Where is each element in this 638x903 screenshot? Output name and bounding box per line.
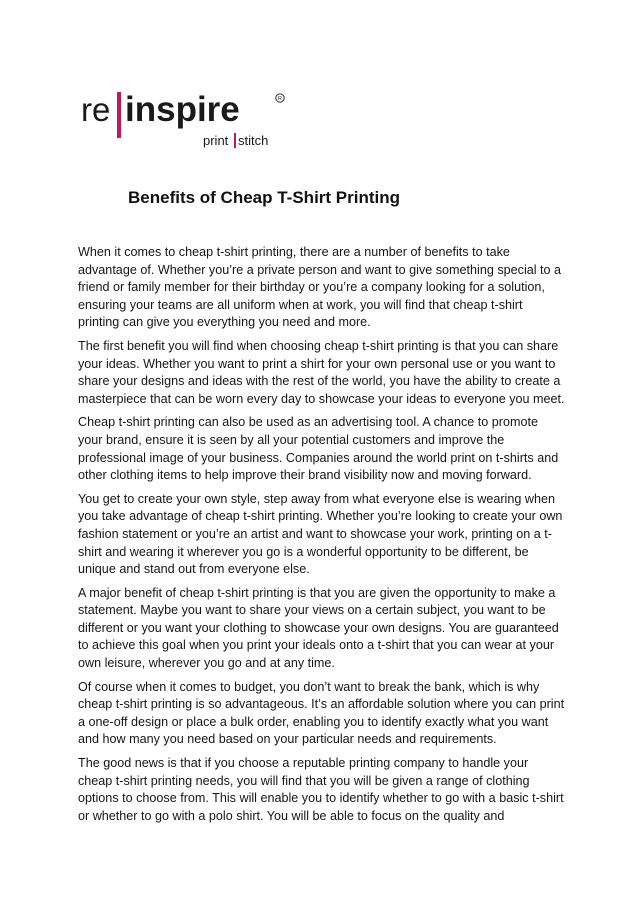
logo-divider-bar (117, 92, 121, 138)
logo-tagline-print: print (203, 133, 229, 148)
paragraph-good-news: The good news is that if you choose a reputable printing company to handle your cheap t-shirt printing needs, you will find that you will be given a range of clothing options to choose from. This will enable you to identify whether to go with a basic t-shirt or whether to go with a polo shirt. You will be able to focus on the quality and (78, 756, 564, 823)
paragraph-advertising: Cheap t-shirt printing can also be used as an advertising tool. A chance to promote your brand, ensure it is seen by all your potential customers and improve the professional image of your business. Companies around the world print on t-shirts and other clothing items to help improve their brand visibility now and moving forward. (78, 415, 559, 483)
document-body (78, 244, 565, 831)
paragraph-share-ideas: The first benefit you will find when choosing cheap t-shirt printing is that you can share your ideas. Whether you want to print a shirt for your own personal use or you want to share your designs and ideas with the rest of the world, you have the ability to create a masterpiece that can be worn every day to showcase your ideas to everyone you meet. (78, 338, 565, 406)
registered-mark-letter: R (278, 96, 282, 103)
reinspire-logo-graphic (79, 79, 289, 155)
reinspire-logo (79, 79, 289, 155)
paragraph-intro: When it comes to cheap t-shirt printing, there are a number of benefits to take advantage of. Whether you’re a private person and want to give something special to a friend or family member for their birthday or you’re a company looking for a solution, ensuring your teams are all uniform when at work, you will find that cheap t-shirt printing can give you everything you need and more. (78, 245, 562, 330)
document-title: Benefits of Cheap T-Shirt Printing (128, 188, 401, 207)
logo-tagline-stitch: stitch (238, 133, 269, 148)
paragraph-budget: Of course when it comes to budget, you don’t want to break the bank, which is why cheap t-shirt printing is so advantageous. It’s an affordable solution where you can print a one-off design or place a bulk order, enabling you to identify exactly what you want and how many you need based on your particular needs and requirements. (78, 679, 565, 747)
paragraph-statement: A major benefit of cheap t-shirt printing is that you are given the opportunity to make a statement. Maybe you want to share your views on a certain subject, you want to be different or you want your clothing to showcase your own designs. You are guaranteed to achieve this goal when you print your ideals onto a t-shirt that you can wear at your own leisure, wherever you go and at any time. (78, 585, 559, 671)
logo-tagline-divider (234, 133, 236, 148)
logo-main-text: inspire (125, 90, 240, 129)
paragraph-own-style: You get to create your own style, step away from what everyone else is wearing when you take advantage of cheap t-shirt printing. Whether you’re looking to create your own fashion statement or you’re an artist and want to showcase your work, printing on a t-shirt and wearing it wherever you go is a wonderful opportunity to be different, be unique and stand out from everyone else. (78, 491, 563, 577)
logo-prefix-text: re (81, 91, 111, 128)
